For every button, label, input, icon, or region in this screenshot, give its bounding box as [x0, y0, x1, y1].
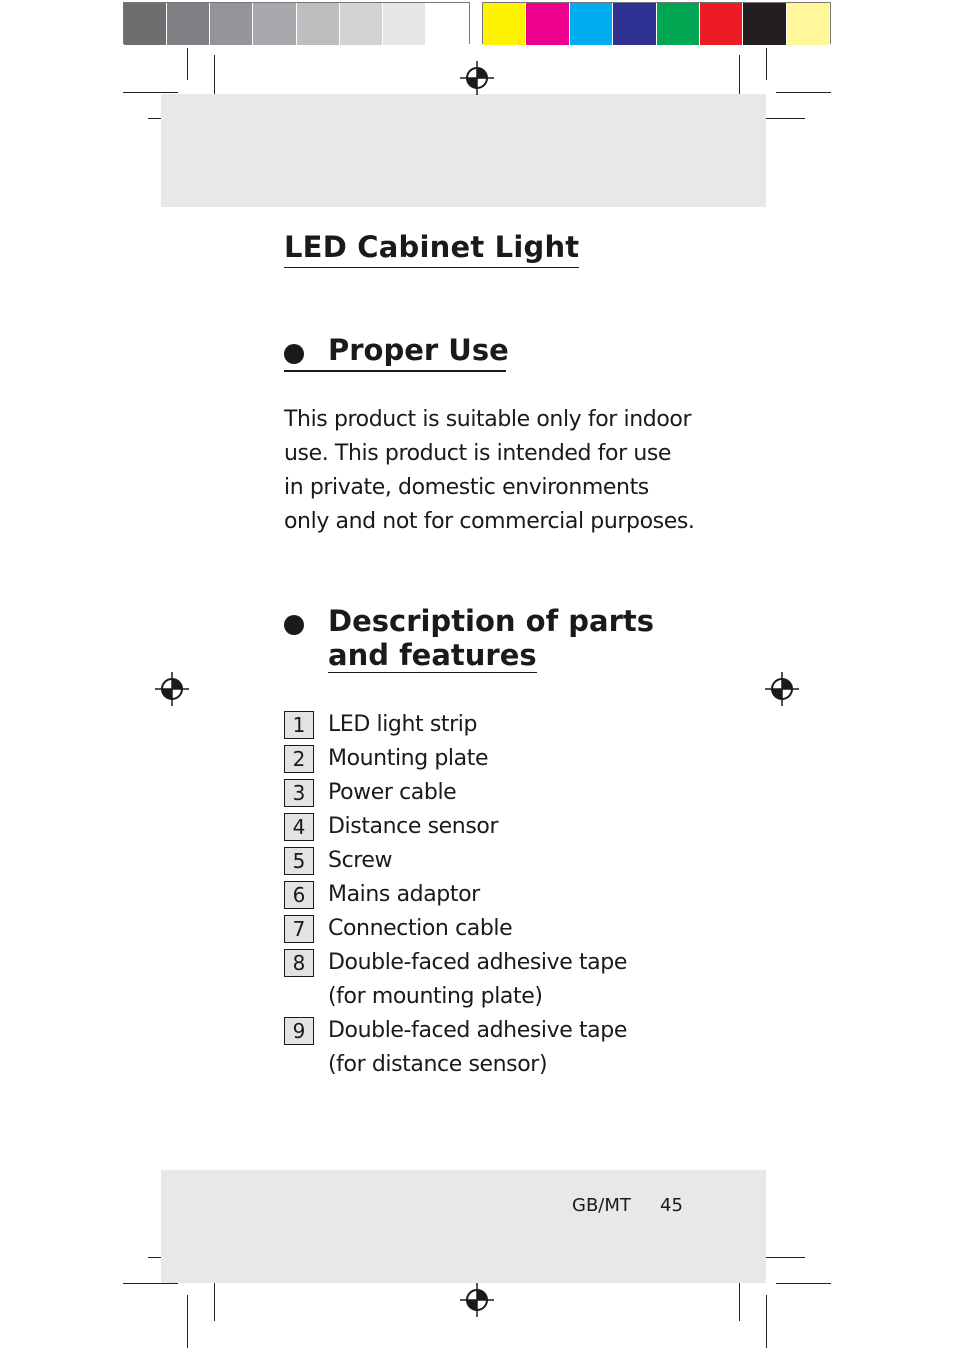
- bullet-icon: [284, 615, 304, 635]
- part-label: [328, 810, 498, 844]
- paragraph-line: This product is suitable only for indoor: [284, 407, 692, 432]
- part-label-line: (for mounting plate): [328, 984, 543, 1009]
- registration-mark-icon: [154, 671, 190, 707]
- description-heading-text: [328, 604, 654, 672]
- list-item: [284, 708, 704, 742]
- color-swatch: [340, 3, 383, 45]
- proper-use-heading-text: Proper Use: [328, 333, 509, 367]
- part-label: [328, 1014, 627, 1082]
- registration-mark-icon: [764, 671, 800, 707]
- part-label-line: Power cable: [328, 780, 457, 805]
- part-label: [328, 912, 512, 946]
- part-number-badge: 6: [284, 881, 314, 909]
- color-swatch: [657, 3, 700, 45]
- crop-mark: [776, 92, 831, 93]
- color-swatch: [124, 3, 167, 45]
- heading-underline: [284, 370, 506, 372]
- color-swatch: [526, 3, 569, 45]
- color-swatch: [483, 3, 526, 45]
- registration-mark-icon: [459, 60, 495, 96]
- part-label-line: Double-faced adhesive tape: [328, 1018, 627, 1043]
- part-label-line: Mains adaptor: [328, 882, 480, 907]
- list-item: [284, 742, 704, 776]
- part-number-badge: 7: [284, 915, 314, 943]
- list-item: [284, 946, 704, 1014]
- header-band: [161, 94, 766, 207]
- proper-use-heading: [284, 333, 509, 367]
- list-item: [284, 810, 704, 844]
- crop-mark: [766, 1295, 767, 1348]
- crop-mark: [123, 92, 178, 93]
- part-number-badge: 8: [284, 949, 314, 977]
- description-heading-line2: and features: [328, 638, 537, 672]
- color-swatch: [167, 3, 210, 45]
- part-number-badge: 9: [284, 1017, 314, 1045]
- paragraph-line: use. This product is intended for use: [284, 441, 672, 466]
- color-swatch: [297, 3, 340, 45]
- registration-mark-icon: [459, 1282, 495, 1318]
- color-swatch: [253, 3, 296, 45]
- color-swatch: [383, 3, 426, 45]
- document-title: LED Cabinet Light: [284, 228, 579, 268]
- part-label: [328, 844, 392, 878]
- part-number-badge: 3: [284, 779, 314, 807]
- color-swatch: [570, 3, 613, 45]
- part-label: [328, 742, 488, 776]
- page-number: 45: [660, 1195, 683, 1216]
- list-item: [284, 1014, 704, 1082]
- parts-list: [284, 708, 704, 1082]
- part-label: [328, 708, 477, 742]
- crop-mark: [123, 1283, 178, 1284]
- crop-mark: [776, 1283, 831, 1284]
- process-color-bar: [482, 2, 831, 44]
- part-label: [328, 776, 456, 810]
- footer-locale: GB/MT: [572, 1195, 631, 1216]
- part-number-badge: 2: [284, 745, 314, 773]
- bullet-icon: [284, 344, 304, 364]
- footer-band: [161, 1170, 766, 1283]
- color-swatch: [613, 3, 656, 45]
- list-item: [284, 776, 704, 810]
- part-label-line: Mounting plate: [328, 746, 489, 771]
- part-label-line: Distance sensor: [328, 814, 499, 839]
- list-item: [284, 912, 704, 946]
- color-swatch: [743, 3, 786, 45]
- part-label: [328, 878, 480, 912]
- crop-mark: [766, 48, 767, 80]
- color-swatch: [700, 3, 743, 45]
- color-swatch: [787, 3, 830, 45]
- part-number-badge: 4: [284, 813, 314, 841]
- part-label-line: Double-faced adhesive tape: [328, 950, 627, 975]
- part-label-line: Screw: [328, 848, 393, 873]
- color-swatch: [426, 3, 469, 45]
- part-label-line: LED light strip: [328, 712, 478, 737]
- part-label: [328, 946, 627, 1014]
- list-item: [284, 878, 704, 912]
- part-label-line: Connection cable: [328, 916, 513, 941]
- paragraph-line: in private, domestic environments: [284, 475, 649, 500]
- list-item: [284, 844, 704, 878]
- part-label-line: (for distance sensor): [328, 1052, 548, 1077]
- part-number-badge: 1: [284, 711, 314, 739]
- part-number-badge: 5: [284, 847, 314, 875]
- paragraph-line: only and not for commercial purposes.: [284, 509, 695, 534]
- description-heading: [284, 604, 654, 672]
- proper-use-paragraph: [284, 403, 704, 539]
- gray-color-bar: [123, 2, 470, 44]
- description-heading-line1: Description of parts: [328, 604, 655, 638]
- crop-mark: [187, 1295, 188, 1348]
- crop-mark: [187, 48, 188, 80]
- color-swatch: [210, 3, 253, 45]
